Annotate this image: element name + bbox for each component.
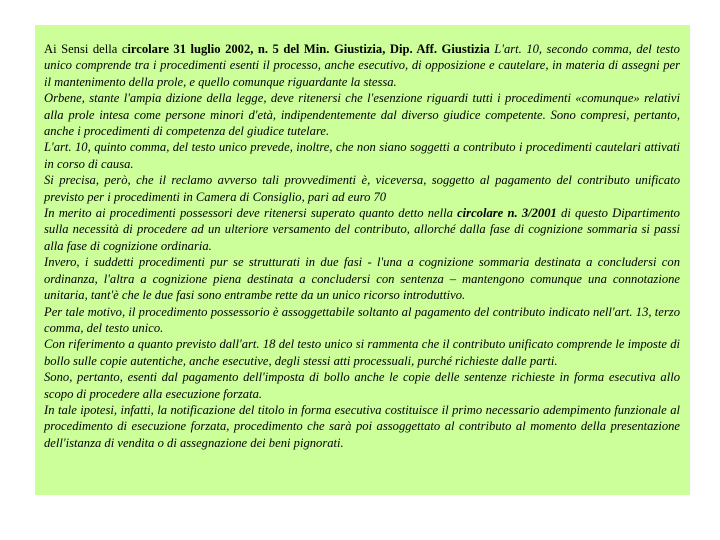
possessory-text-before: In merito ai procedimenti possessori deve ritenersi superato quanto detto nella [44,206,458,221]
paragraph-appeal: Si precisa, però, che il reclamo avverso tali provvedimenti è, viceversa, soggetto al pagamento del contributo unificato previsto per i procedimenti in Camera di Consiglio, pari ad euro 70 [44,173,680,204]
paragraph-contribution: Per tale motivo, il procedimento possessorio è assoggettabile soltanto al pagamento del contributo indicato nell'art. 13, terzo comma, del testo unico. [44,304,680,335]
paragraph-scope: Orbene, stante l'ampia dizione della legge, deve ritenersi che l'esenzione riguardi tutti i procedimenti «comunque» relativi alla prole intesa come persone minori d'età, indipendentemente dal diverso giudice competente. Sono compresi, pertanto, anche i procedimenti di competenza del giudice tutelare. [44,91,680,139]
paragraph-possessory [44,205,680,254]
possessory-text-after: di questo Dipartimento sulla necessità di procedere ad un ulteriore versamento del contributo, allorché dalla fase di cognizione sommaria si passi alla fase di cognizione ordinaria. [44,206,680,253]
paragraph-precautionary: L'art. 10, quinto comma, del testo unico prevede, inoltre, che non siano soggetti a contributo i procedimenti cautelari attivati in corso di causa. [44,140,680,171]
circular-title: ircolare 31 luglio 2002, n. 5 del Min. Giustizia, Dip. Aff. Giustizia [127,42,490,56]
paragraph-stamp-duty: Con riferimento a quanto previsto dall'art. 18 del testo unico si rammenta che il contributo unificato comprende le imposte di bollo sulle copie autentiche, anche esecutive, degli stessi atti processuali, purché richieste dalle parti. [44,337,680,368]
paragraph-two-phases: Invero, i suddetti procedimenti pur se strutturati in due fasi - l'una a cognizione sommaria destinata a concludersi con ordinanza, l'altra a cognizione piena destinata a concludersi con sentenza – mantengono comunque una connotazione unitaria, tant'è che le due fasi sono entrambe rette da un unico ricorso introduttivo. [44,255,680,303]
circular-reference: circolare n. 3/2001 [457,206,557,221]
paragraph-enforcement: In tale ipotesi, infatti, la notificazione del titolo in forma esecutiva costituisce il primo necessario adempimento funzionale al procedimento di esecuzione forzata, procedimento che sarà poi assoggettato al contributo al momento della presentazione dell'istanza di vendita o di assegnazione dei beni pignorati. [44,402,680,450]
paragraph-circular-reference [44,41,680,90]
article-10-text: L'art. 10, secondo comma, del testo unico comprende tra i procedimenti esenti il processo, anche esecutivo, di opposizione e cautelare, in materia di assegni per il mantenimento della prole, e quello comunque riguardante la stessa. [44,42,680,89]
paragraph-exemption: Sono, pertanto, esenti dal pagamento dell'imposta di bollo anche le copie delle sentenze richieste in forma esecutiva allo scopo di procedere alla esecuzione forzata. [44,370,680,401]
document-panel [35,25,690,495]
intro-text: Ai Sensi della c [44,42,128,56]
